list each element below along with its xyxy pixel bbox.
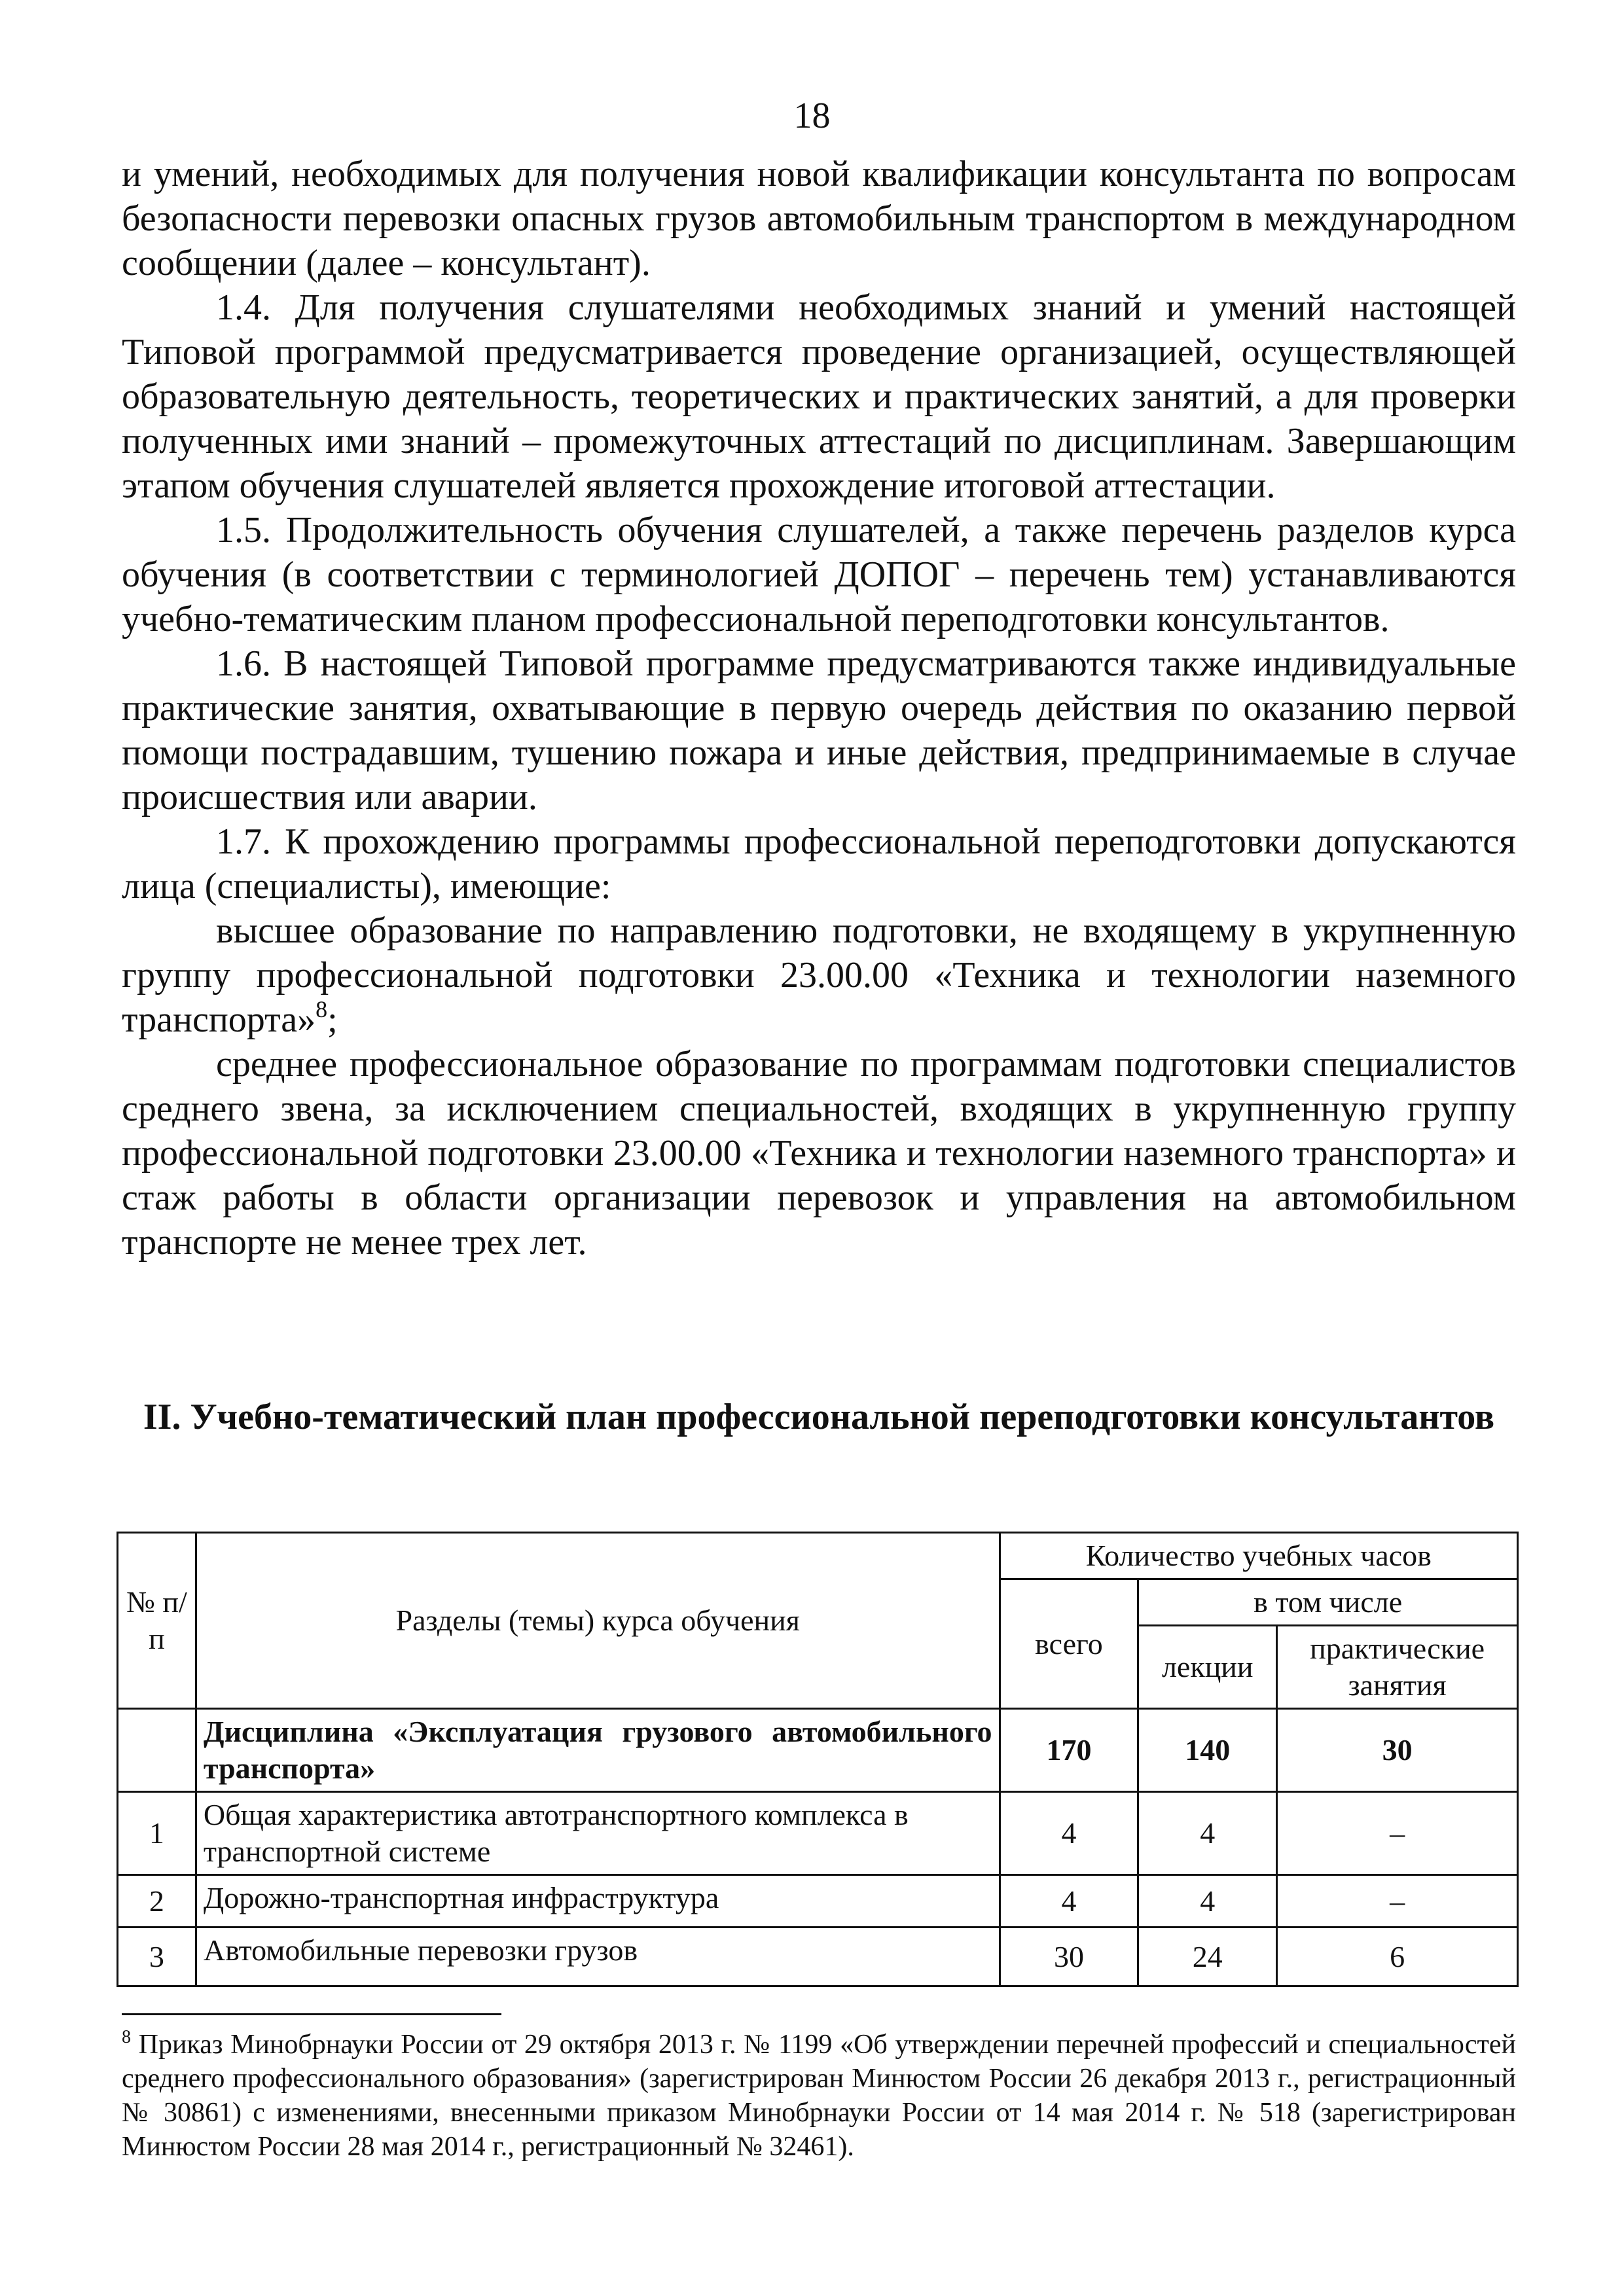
discipline-title: Дисциплина «Эксплуатация грузового автомобильного транспорта» <box>196 1709 1000 1792</box>
row-topic: Дорожно-транспортная инфраструктура <box>196 1875 1000 1928</box>
header-hours: Количество учебных часов <box>1000 1533 1517 1579</box>
paragraph-1-6: 1.6. В настоящей Типовой программе предусматриваются также индивидуальные практические занятия, охватывающие в первую очередь действия по оказанию первой помощи пострадавшим, тушению пожара и иные действия, предпринимаемые в случае происшествия или аварии. <box>122 643 1516 817</box>
table-row <box>118 1875 1518 1928</box>
row-total: 4 <box>1000 1875 1138 1928</box>
curriculum-table <box>117 1532 1519 1987</box>
higher-education-suffix: ; <box>327 999 338 1040</box>
row-topic: Общая характеристика автотранспортного комплекса в транспортной системе <box>196 1792 1000 1875</box>
header-total: всего <box>1000 1579 1138 1709</box>
row-num: 2 <box>118 1875 196 1928</box>
header-including: в том числе <box>1138 1579 1518 1626</box>
footnote-text: Приказ Минобрнауки России от 29 октября 2013 г. № 1199 «Об утверждении перечней профессий и специальностей среднего профессионального образования» (зарегистрирован Минюстом России 26 декабря 2013 г., регистрационный № 30861) с изменениями, внесенными приказом Минобрнауки России от 14 мая 2014 г. № 518 (зарегистрирован Минюстом России 28 мая 2014 г., регистрационный № 32461). <box>122 2030 1516 2162</box>
table-row <box>118 1928 1518 1986</box>
paragraph-higher-education <box>122 908 1516 1042</box>
paragraph-1-4: 1.4. Для получения слушателями необходимых знаний и умений настоящей Типовой программой предусматривается проведение организацией, осуществляющей образовательную деятельность, теоретических и практических занятий, а для проверки полученных ими знаний – промежуточных аттестаций по дисциплинам. Завершающим этапом обучения слушателей является прохождение итоговой аттестации. <box>122 287 1516 506</box>
discipline-num <box>118 1709 196 1792</box>
higher-education-text: высшее образование по направлению подготовки, не входящему в укрупненную группу профессиональной подготовки 23.00.00 «Техника и технологии наземного транспорта» <box>122 910 1516 1040</box>
discipline-practice: 30 <box>1277 1709 1518 1792</box>
body-text <box>122 152 1516 1265</box>
row-lectures: 4 <box>1138 1792 1277 1875</box>
row-total: 4 <box>1000 1792 1138 1875</box>
discipline-row <box>118 1709 1518 1792</box>
section-title: II. Учебно-тематический план профессиональной переподготовки консультантов <box>143 1397 1495 1437</box>
paragraph-secondary-education: среднее профессиональное образование по программам подготовки специалистов среднего звена, за исключением специальностей, входящих в укрупненную группу профессиональной подготовки 23.00.00 «Техника и технологии наземного транспорта» и стаж работы в области организации перевозок и управления на автомобильном транспорте не менее трех лет. <box>122 1044 1516 1263</box>
row-lectures: 4 <box>1138 1875 1277 1928</box>
discipline-lectures: 140 <box>1138 1709 1277 1792</box>
header-num: № п/п <box>118 1533 196 1709</box>
row-practice: – <box>1277 1875 1518 1928</box>
table-row <box>118 1792 1518 1875</box>
header-practice: практические занятия <box>1277 1626 1518 1709</box>
header-lectures: лекции <box>1138 1626 1277 1709</box>
page-number: 18 <box>793 96 831 136</box>
footnote <box>122 2028 1516 2164</box>
row-total: 30 <box>1000 1928 1138 1986</box>
row-topic: Автомобильные перевозки грузов <box>196 1928 1000 1986</box>
paragraph-1-7: 1.7. К прохождению программы профессиональной переподготовки допускаются лица (специалисты), имеющие: <box>122 821 1516 906</box>
row-num: 3 <box>118 1928 196 1986</box>
paragraph-continuation: и умений, необходимых для получения новой квалификации консультанта по вопросам безопасности перевозки опасных грузов автомобильным транспортом в международном сообщении (далее – консультант). <box>122 154 1516 283</box>
row-practice: 6 <box>1277 1928 1518 1986</box>
discipline-total: 170 <box>1000 1709 1138 1792</box>
paragraph-1-5: 1.5. Продолжительность обучения слушателей, а также перечень разделов курса обучения (в соответствии с терминологией ДОПОГ – перечень тем) устанавливаются учебно-тематическим планом профессиональной переподготовки консультантов. <box>122 510 1516 639</box>
row-practice: – <box>1277 1792 1518 1875</box>
footnote-reference: 8 <box>316 996 328 1022</box>
footnote-divider <box>122 2013 501 2015</box>
footnote-mark: 8 <box>122 2027 131 2047</box>
row-num: 1 <box>118 1792 196 1875</box>
header-topic: Разделы (темы) курса обучения <box>196 1533 1000 1709</box>
row-lectures: 24 <box>1138 1928 1277 1986</box>
